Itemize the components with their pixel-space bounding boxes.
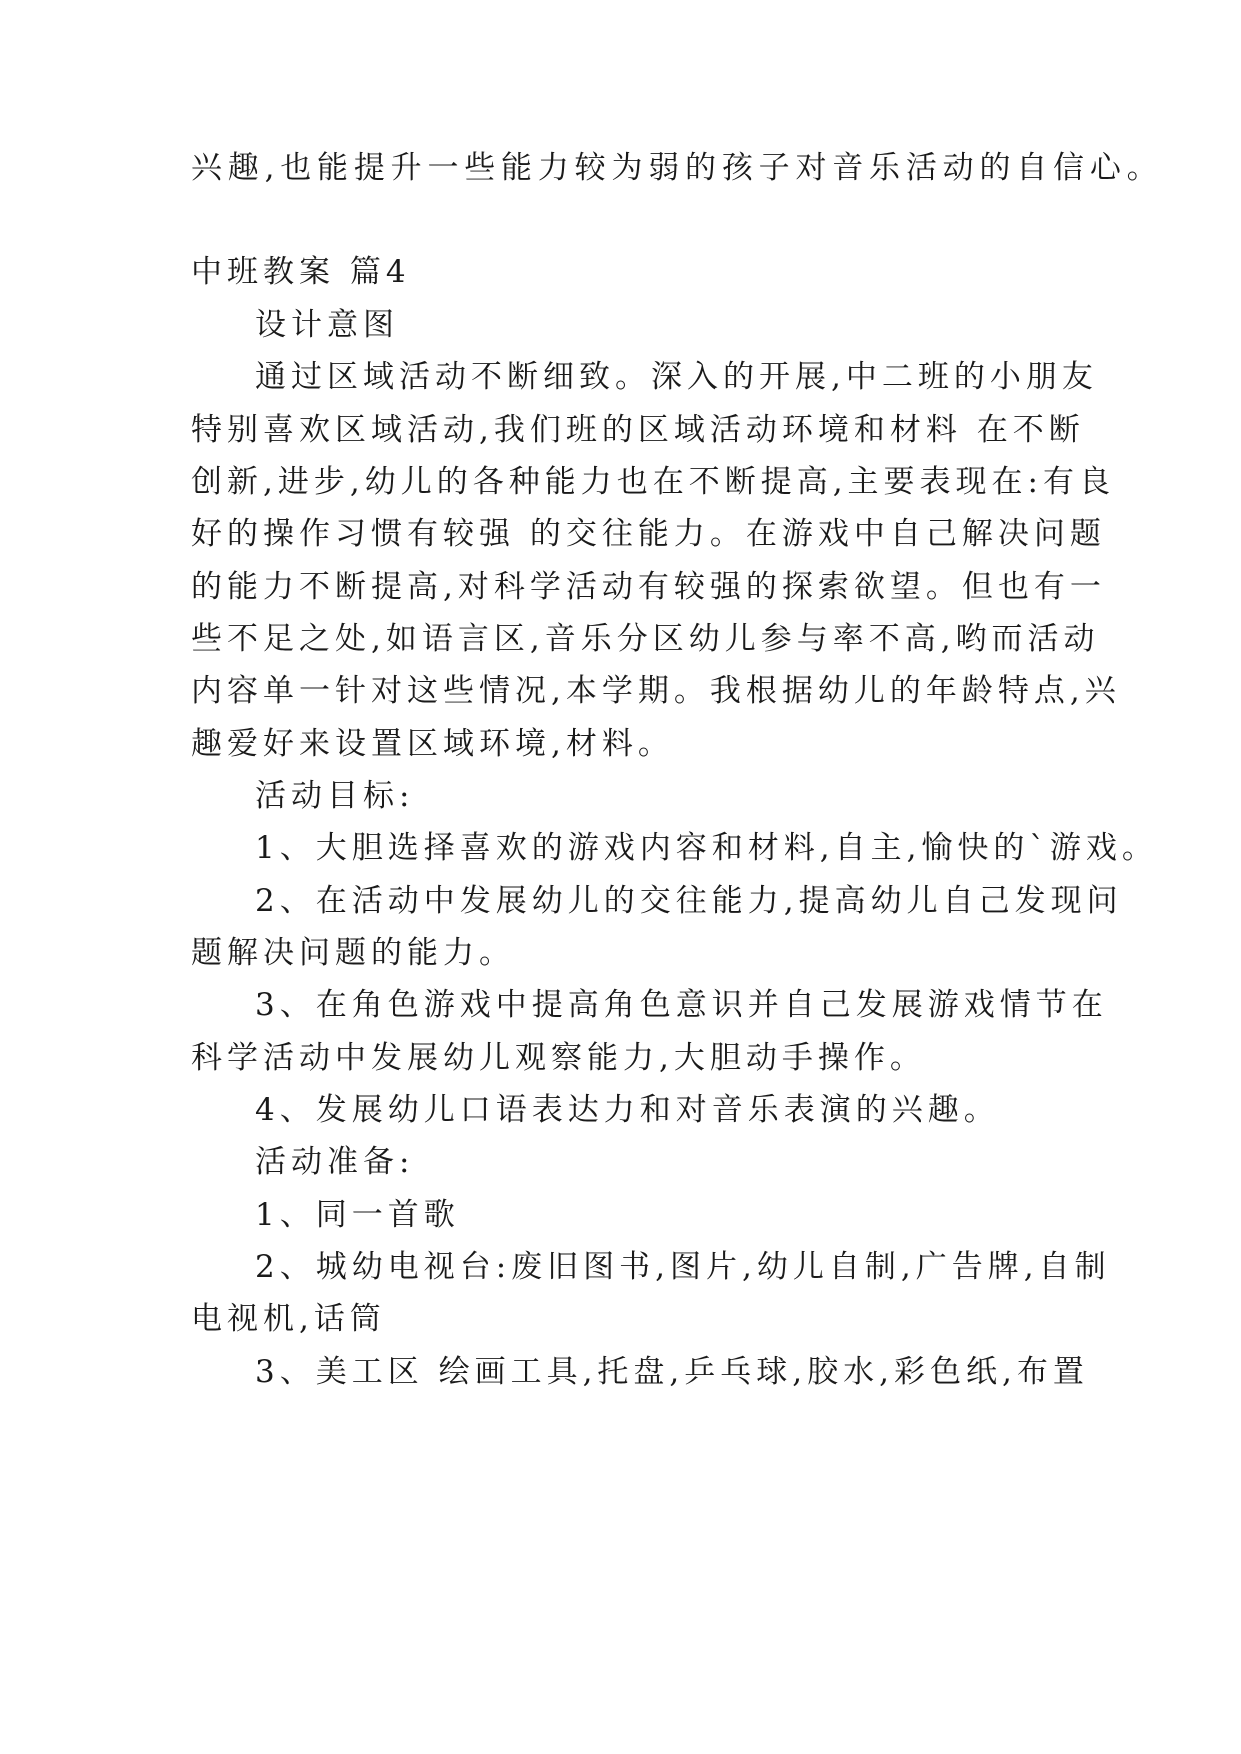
design-intent-line: 的能力不断提高,对科学活动有较强的探索欲望。但也有一 — [191, 569, 1106, 605]
design-intent-line: 好的操作习惯有较强 的交往能力。在游戏中自己解决问题 — [191, 516, 1106, 552]
design-intent-heading: 设计意图 — [255, 307, 399, 343]
intro-tail-line: 兴趣,也能提升一些能力较为弱的孩子对音乐活动的自信心。 — [191, 150, 1164, 186]
goal-item-2: 2、在活动中发展幼儿的交往能力,提高幼儿自己发现问 — [255, 883, 1123, 919]
design-intent-line: 些不足之处,如语言区,音乐分区幼儿参与率不高,哟而活动 — [191, 621, 1100, 657]
design-intent-line: 特别喜欢区域活动,我们班的区域活动环境和材料 在不断 — [191, 412, 1085, 448]
preparation-item-1: 1、同一首歌 — [255, 1197, 460, 1233]
design-intent-line: 创新,进步,幼儿的各种能力也在不断提高,主要表现在:有良 — [191, 464, 1116, 500]
goal-item-1: 1、大胆选择喜欢的游戏内容和材料,自主,愉快的`游戏。 — [255, 830, 1158, 866]
section-title: 中班教案 篇4 — [191, 254, 411, 290]
design-intent-line: 内容单一针对这些情况,本学期。我根据幼儿的年龄特点,兴 — [191, 673, 1121, 709]
goal-item-3-continued: 科学活动中发展幼儿观察能力,大胆动手操作。 — [191, 1040, 926, 1076]
goal-item-2-continued: 题解决问题的能力。 — [191, 935, 515, 971]
preparation-item-2-continued: 电视机,话筒 — [191, 1301, 386, 1337]
preparation-item-2: 2、城幼电视台:废旧图书,图片,幼儿自制,广告牌,自制 — [255, 1249, 1111, 1285]
goal-item-4: 4、发展幼儿口语表达力和对音乐表演的兴趣。 — [255, 1092, 1000, 1128]
goals-heading: 活动目标: — [255, 778, 415, 814]
preparation-item-3: 3、美工区 绘画工具,托盘,乒乓球,胶水,彩色纸,布置 — [255, 1354, 1089, 1390]
design-intent-line: 趣爱好来设置区域环境,材料。 — [191, 726, 674, 762]
goal-item-3: 3、在角色游戏中提高角色意识并自己发展游戏情节在 — [255, 987, 1108, 1023]
design-intent-line: 通过区域活动不断细致。深入的开展,中二班的小朋友 — [255, 359, 1098, 395]
preparation-heading: 活动准备: — [255, 1144, 415, 1180]
